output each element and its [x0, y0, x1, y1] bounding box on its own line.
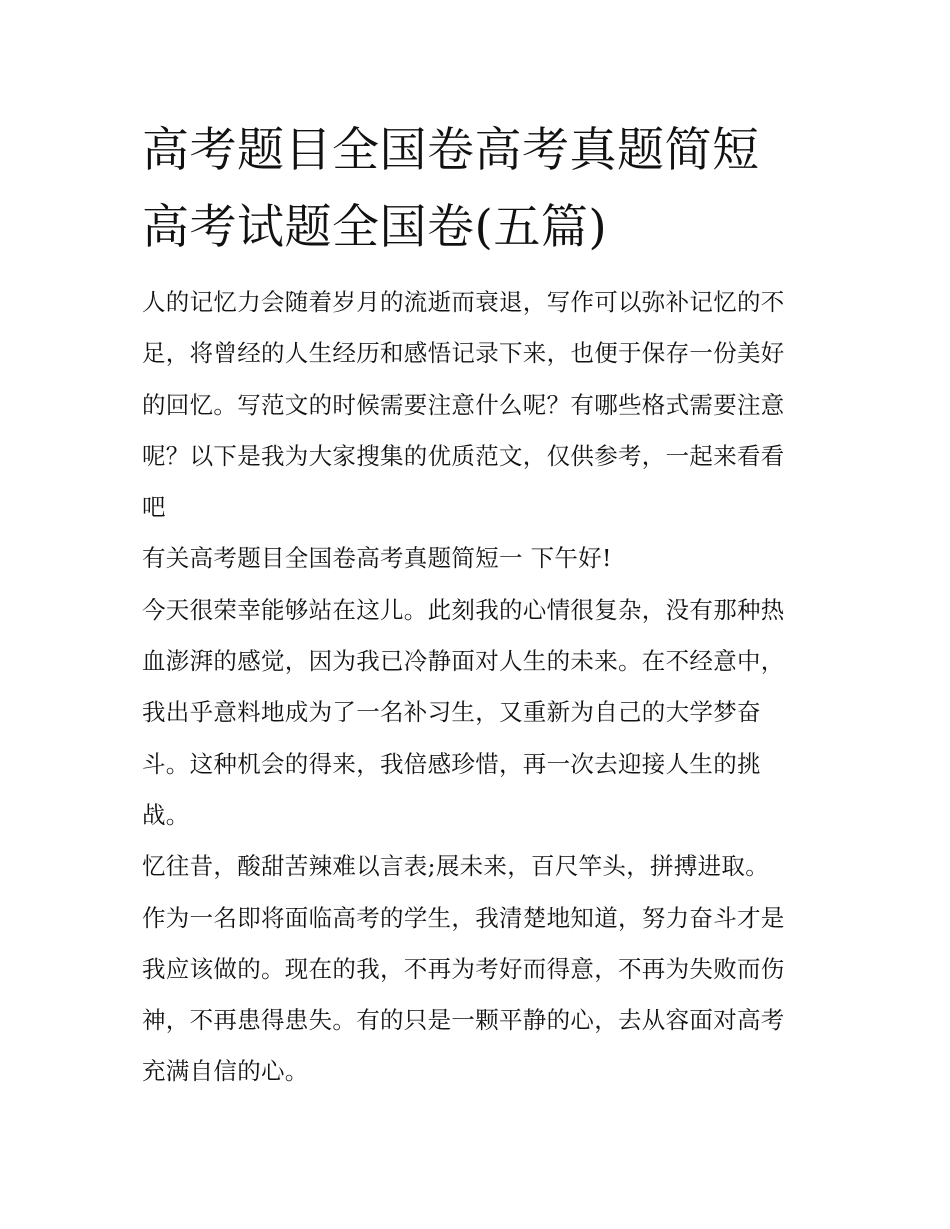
- body-paragraph-1: 今天很荣幸能够站在这儿。此刻我的心情很复杂，没有那种热 血澎湃的感觉，因为我已冷静面对人生的未来。在不经意中， 我出乎意料地成为了一名补习生，又重新为自己的大学梦奋 斗。这种机会的得来，我倍感珍惜，再一次去迎接人生的挑 战。: [142, 595, 785, 829]
- body-paragraph-3: 作为一名即将面临高考的学生，我清楚地知道，努力奋斗才是 我应该做的。现在的我，不再为考好而得意，不再为失败而伤 神，不再患得患失。有的只是一颗平静的心，去从容面对高考 充满自信的心。: [142, 903, 785, 1086]
- document-title: [142, 112, 822, 266]
- title-line-2: 高考试题全国卷(五篇): [142, 200, 608, 255]
- body-paragraph-2: 忆往昔，酸甜苦辣难以言表;展未来，百尺竿头，拼搏进取。: [142, 852, 770, 881]
- intro-paragraph: 人的记忆力会随着岁月的流逝而衰退，写作可以弥补记忆的不 足，将曾经的人生经历和感悟记录下来，也便于保存一份美好 的回忆。写范文的时候需要注意什么呢？有哪些格式需要注意 呢？以下是我为大家搜集的优质范文，仅供参考，一起来看看 吧: [142, 288, 785, 522]
- document-body: [142, 277, 822, 1098]
- section-heading-paragraph: 有关高考题目全国卷高考真题简短一 下午好!: [142, 544, 612, 573]
- title-line-1: 高考题目全国卷高考真题简短: [142, 123, 760, 178]
